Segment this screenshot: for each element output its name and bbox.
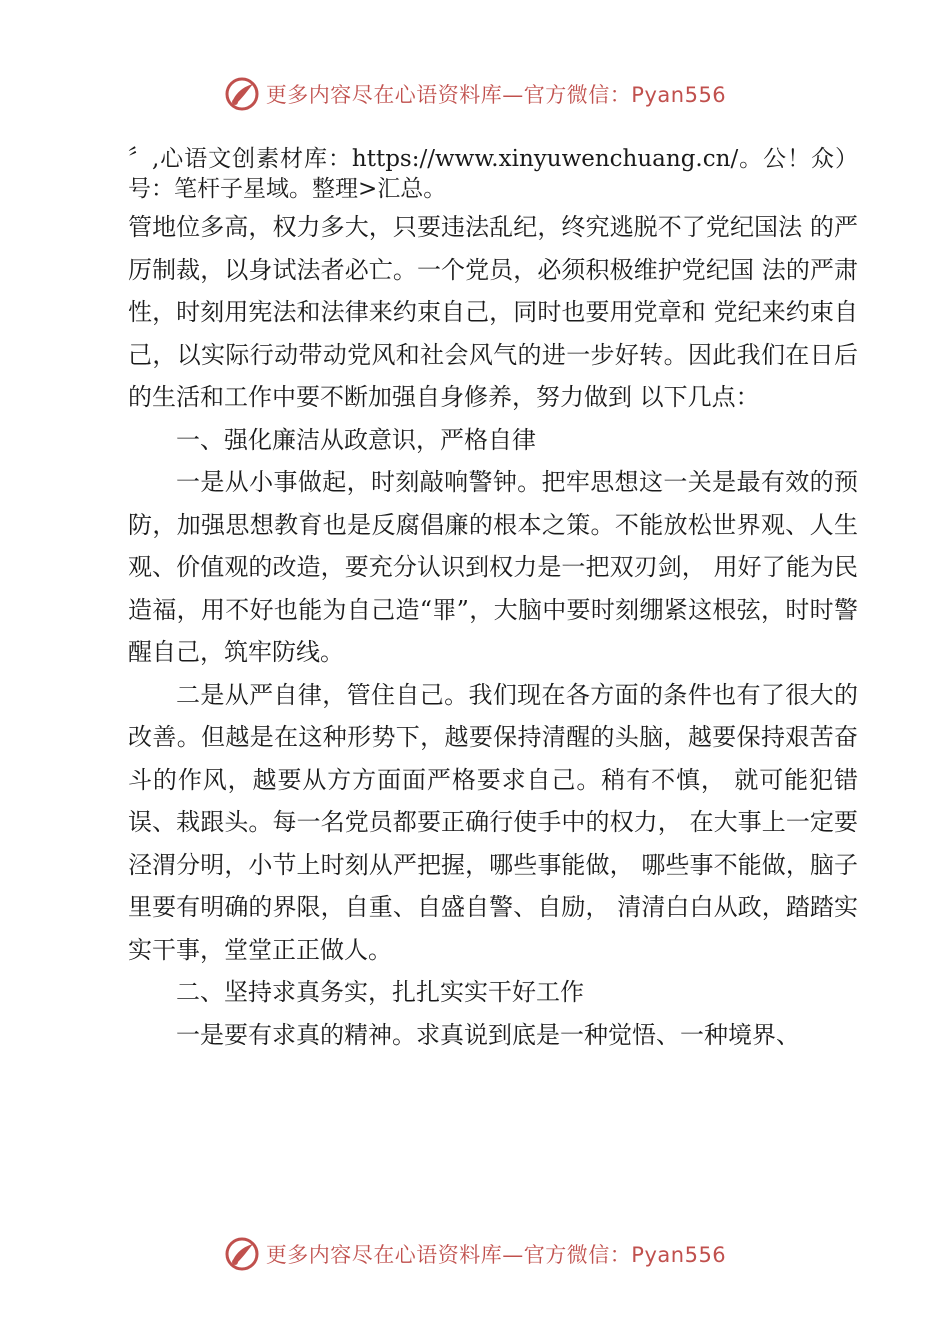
footer-banner: [0, 1232, 950, 1276]
paragraph-1: 管地位多高，权力多大，只要违法乱纪，终究逃脱不了党纪国法 的严厉制裁，以身试法者必亡。一个党员，必须积极维护党纪国 法的严肃性，时刻用宪法和法律来约束自己，同时也要用党章和 党纪来约束自己，以实际行动带动党风和社会风气的进一步好转。因此我们在日后的生活和工作中要不断加强自身修养，努力做到 以下几点：: [128, 213, 858, 411]
paragraph-3: 二是从严自律，管住自己。我们现在各方面的条件也有了很大的改善。但越是在这种形势下，越要保持清醒的头脑，越要保持艰苦奋斗的作风，越要从方方面面严格要求自己。稍有不慎， 就可能犯错误、栽跟头。每一名党员都要正确行使手中的权力， 在大事上一定要泾渭分明，小节上时刻从严把握，哪些事能做， 哪些事不能做，脑子里要有明确的界限，自重、自盛自警、自励， 清清白白从政，踏踏实实干事，堂堂正正做人。: [128, 680, 858, 964]
paragraph-2: 一是从小事做起，时刻敲响警钟。把牢思想这一关是最有效的预防，加强思想教育也是反腐倡廉的根本之策。不能放松世界观、人生观、价值观的改造，要充分认识到权力是一把双刃剑， 用好了能为民造福，用不好也能为自己造“罪”，大脑中要时刻绷紧这根弦，时时警醒自己，筑牢防线。: [128, 468, 858, 666]
brush-logo-icon: [224, 1236, 260, 1272]
section-heading-2: 二、坚持求真务实，扎扎实实干好工作: [176, 978, 584, 1006]
paragraph-4: 一是要有求真的精神。求真说到底是一种觉悟、一种境界、: [176, 1020, 800, 1049]
banner-text: 更多内容尽在心语资料库—官方微信：Pyan556: [265, 83, 727, 107]
banner-text: 更多内容尽在心语资料库—官方微信：Pyan556: [265, 1243, 727, 1267]
section-heading-1: 一、强化廉洁从政意识，严格自律: [176, 425, 536, 454]
brush-logo-icon: [224, 76, 260, 112]
source-note: 〞,心语文创素材库：https://www.xinyuwenchuang.cn/。公！众）号：笔杆子星域。整理>汇总。: [128, 146, 858, 202]
document-body: [128, 144, 858, 1056]
header-banner: [0, 72, 950, 116]
